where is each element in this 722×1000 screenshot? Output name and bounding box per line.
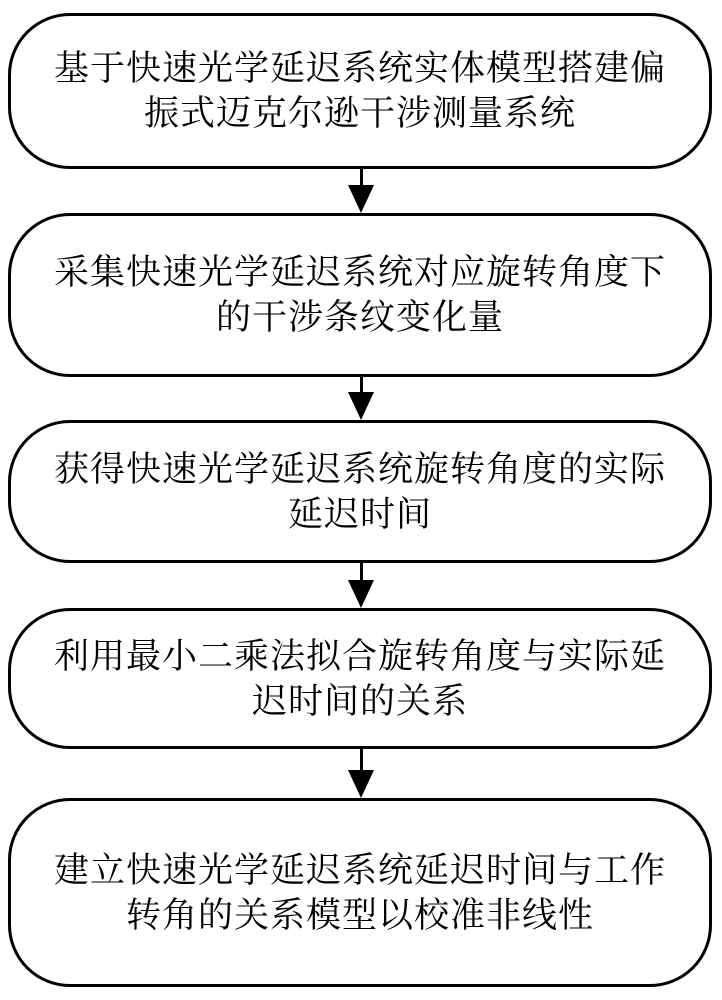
flow-step-3-line-1: 获得快速光学延迟系统旋转角度的实际 — [53, 449, 666, 489]
flow-arrow-1 — [347, 169, 375, 213]
flow-step-2 — [8, 213, 712, 377]
flow-step-4-line-2: 迟时间的关系 — [251, 681, 468, 721]
flow-step-2-line-2: 的干涉条纹变化量 — [215, 298, 504, 337]
flow-step-4-line-1: 利用最小二乘法拟合旋转角度与实际延 — [53, 636, 666, 676]
flow-step-1 — [8, 13, 712, 169]
flow-step-5-line-2: 转角的关系模型以校准非线性 — [125, 895, 594, 935]
flow-arrow-2 — [347, 377, 375, 420]
arrow-stem — [360, 749, 363, 770]
flow-step-2-line-1: 采集快速光学延迟系统对应旋转角度下 — [53, 253, 666, 292]
flow-step-3 — [8, 420, 712, 563]
arrow-stem — [360, 169, 363, 185]
flow-step-1-line-1: 基于快速光学延迟系统实体模型搭建偏 — [53, 49, 666, 88]
arrow-down-icon — [348, 770, 374, 798]
flow-step-5 — [8, 798, 712, 987]
flow-arrow-3 — [347, 563, 375, 608]
flow-step-3-line-2: 延迟时间 — [287, 494, 432, 534]
arrow-stem — [360, 563, 363, 580]
flow-step-5-line-1: 建立快速光学延迟系统延迟时间与工作 — [53, 850, 666, 890]
arrow-down-icon — [348, 392, 374, 420]
flow-step-1-line-2: 振式迈克尔逊干涉测量系统 — [143, 94, 576, 133]
arrow-down-icon — [348, 185, 374, 213]
arrow-stem — [360, 377, 363, 392]
flow-arrow-4 — [347, 749, 375, 798]
flow-step-4 — [8, 608, 712, 749]
arrow-down-icon — [348, 580, 374, 608]
